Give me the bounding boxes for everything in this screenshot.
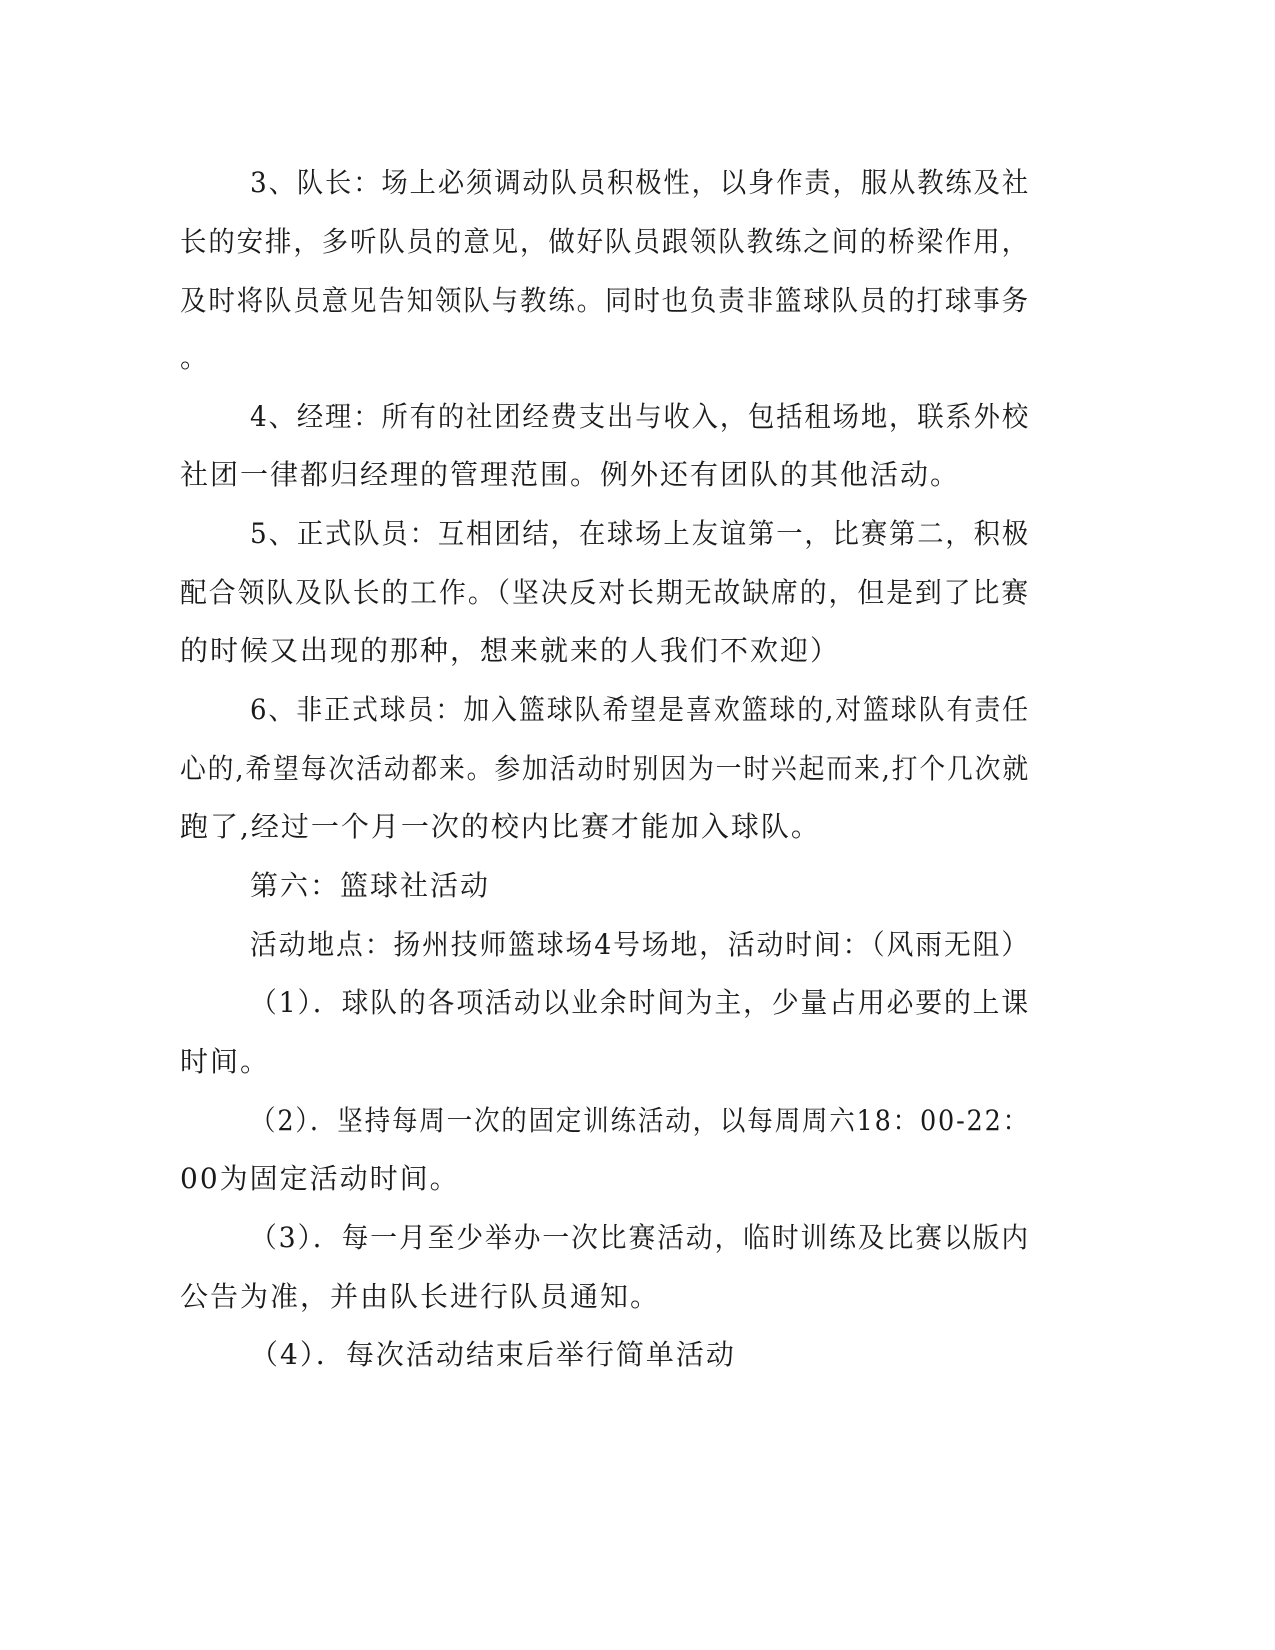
paragraph-line: 3、队长：场上必须调动队员积极性，以身作责，服从教练及社 (250, 166, 1031, 199)
paragraph-line: （3）．每一月至少举办一次比赛活动，临时训练及比赛以版内 (250, 1221, 1031, 1254)
paragraph-line: 4、经理：所有的社团经费支出与收入，包括租场地，联系外校 (250, 400, 1031, 433)
section-heading: 第六：篮球社活动 (250, 869, 491, 902)
paragraph-line: 时间。 (180, 1045, 271, 1078)
paragraph-line: 社团一律都归经理的管理范围。例外还有团队的其他活动。 (180, 458, 961, 491)
paragraph-line: 长的安排，多听队员的意见，做好队员跟领队教练之间的桥梁作用， (180, 225, 1030, 258)
paragraph-line: 活动地点：扬州技师篮球场4号场地，活动时间：（风雨无阻） (250, 928, 1031, 961)
paragraph-line: 跑了,经过一个月一次的校内比赛才能加入球队。 (180, 810, 821, 843)
paragraph-line: 公告为准，并由队长进行队员通知。 (180, 1280, 661, 1313)
paragraph-line: 心的,希望每次活动都来。参加活动时别因为一时兴起而来,打个几次就 (180, 752, 1031, 785)
paragraph-line: 的时候又出现的那种，想来就来的人我们不欢迎） (180, 634, 841, 667)
paragraph-line: 配合领队及队长的工作。（坚决反对长期无故缺席的，但是到了比赛 (180, 576, 1031, 609)
paragraph-line: 6、非正式球员：加入篮球队希望是喜欢篮球的,对篮球队有责任 (250, 693, 1031, 726)
paragraph-line: 。 (180, 341, 211, 374)
paragraph-line: （2）．坚持每周一次的固定训练活动，以每周周六18：00-22： (250, 1104, 1030, 1137)
paragraph-line: （1）．球队的各项活动以业余时间为主，少量占用必要的上课 (250, 986, 1031, 1019)
paragraph-line: 及时将队员意见告知领队与教练。同时也负责非篮球队员的打球事务 (180, 284, 1030, 317)
paragraph-line: （4）．每次活动结束后举行简单活动 (250, 1338, 736, 1371)
paragraph-line: 5、正式队员：互相团结，在球场上友谊第一，比赛第二，积极 (250, 517, 1031, 550)
paragraph-line: 00为固定活动时间。 (180, 1162, 460, 1195)
